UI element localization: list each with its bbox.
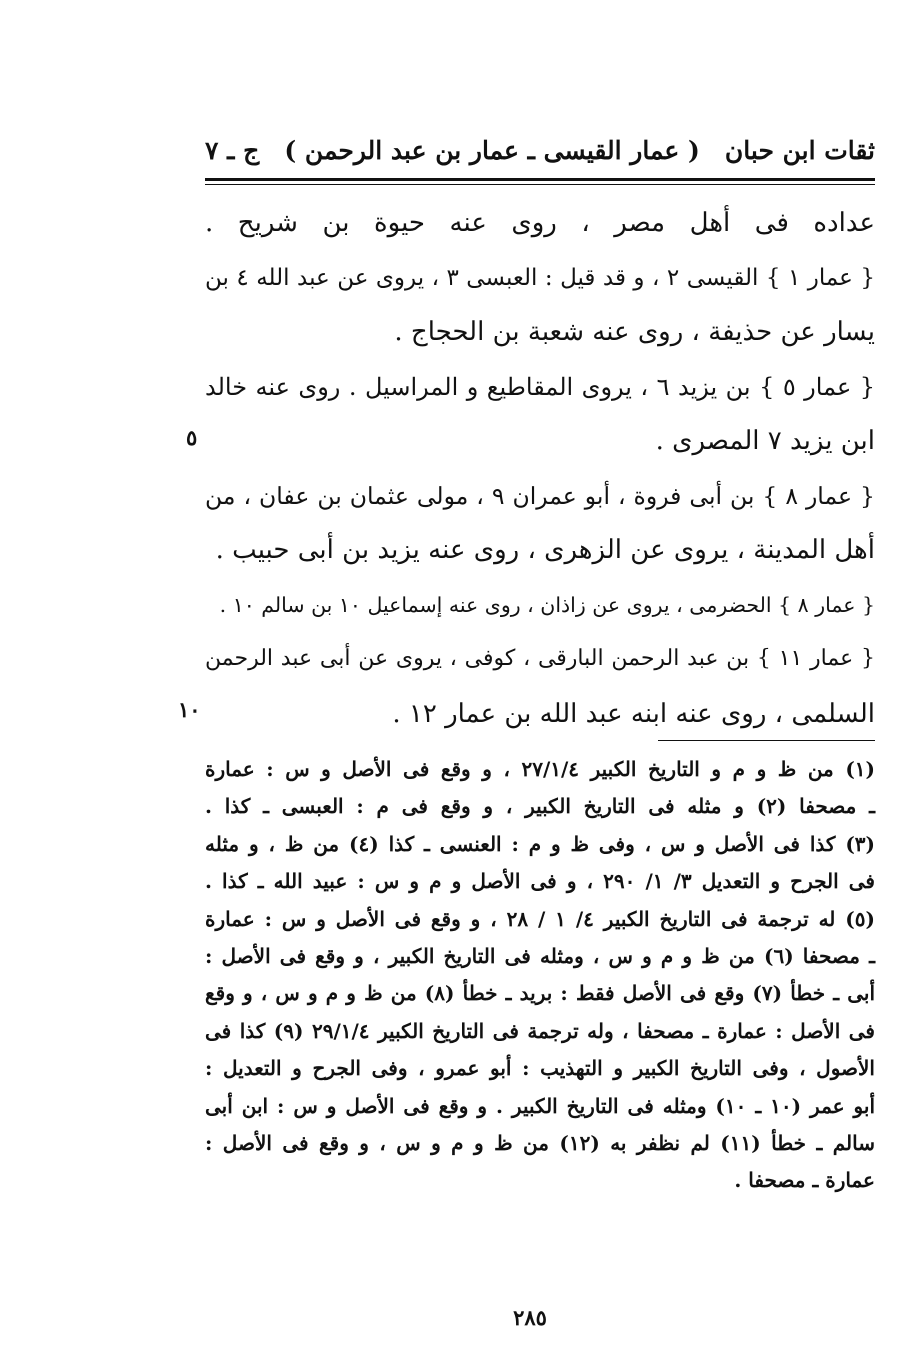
- footnotes: [205, 751, 875, 1200]
- page-number: ٢٨٥: [513, 1305, 547, 1330]
- footnote-line: فى الجرح و التعديل ٣/ ١/ ٢٩٠ ، و فى الأصل و م و س : عبيد الله ـ كذا .: [205, 869, 875, 894]
- footnote-line: (٥) له ترجمة فى التاريخ الكبير ٤/ ١ / ٢٨ ، و وقع فى الأصل و س : عمارة: [205, 906, 875, 931]
- running-header: [205, 130, 875, 170]
- text-line: { عمار ١ } القيسى ٢ ، و قد قيل : العبسى ٣ ، يروى عن عبد الله ٤ بن: [205, 264, 875, 291]
- footnote-line: سالم ـ خطأ (١١) لم نظفر به (١٢) من ظ و م و س ، و وقع فى الأصل :: [205, 1131, 875, 1156]
- footnote-line: ـ مصحفا (٢) و مثله فى التاريخ الكبير ، و وقع فى م : العبسى ـ كذا .: [205, 794, 875, 819]
- header-rule-thick: [205, 178, 875, 181]
- text-line: { عمار ٨ } الحضرمى ، يروى عن زاذان ، روى عنه إسماعيل ١٠ بن سالم ١٠ .: [219, 592, 875, 617]
- text-line: { عمار ٨ } بن أبى فروة ، أبو عمران ٩ ، مولى عثمان بن عفان ، من: [205, 481, 875, 510]
- footnote-line: الأصول ، وفى التاريخ الكبير و التهذيب : أبو عمرو ، وفى الجرح و التعديل :: [205, 1056, 875, 1081]
- text-line: أهل المدينة ، يروى عن الزهرى ، روى عنه يزيد بن أبى حبيب .: [215, 535, 875, 565]
- main-text: [205, 196, 875, 741]
- header-rule-thin: [205, 184, 875, 185]
- footnote-separator: [658, 740, 875, 741]
- book-title: ثقات ابن حبان: [724, 135, 875, 165]
- footnote-line: (١) من ظ و م و التاريخ الكبير ٢٧/١/٤ ، و وقع فى الأصل و س : عمارة: [205, 757, 875, 781]
- text-line: { عمار ٥ } بن يزيد ٦ ، يروى المقاطيع و المراسيل . روى عنه خالد: [205, 372, 876, 401]
- footnote-line: عمارة ـ مصحفا .: [734, 1168, 875, 1193]
- footnote-line: (٣) كذا فى الأصل و س ، وفى ظ و م : العنسى ـ كذا (٤) من ظ ، و مثله: [205, 831, 876, 856]
- text-line: عداده فى أهل مصر ، روى عنه حيوة بن شريح .: [205, 208, 875, 238]
- text-line: يسار عن حذيفة ، روى عنه شعبة بن الحجاج .: [394, 317, 875, 347]
- text-line: { عمار ١١ } بن عبد الرحمن البارقى ، كوفى ، يروى عن أبى عبد الرحمن: [205, 646, 875, 671]
- footnote-line: فى الأصل : عمارة ـ مصحفا ، وله ترجمة فى التاريخ الكبير ٢٩/١/٤ (٩) كذا فى: [205, 1018, 875, 1043]
- text-line: السلمى ، روى عنه ابنه عبد الله بن عمار ١٢ .: [392, 698, 875, 729]
- margin-line-number: ٥: [186, 425, 198, 450]
- volume-label: ج ـ ٧: [205, 135, 260, 165]
- text-line: ابن يزيد ٧ المصرى .: [655, 426, 875, 456]
- footnote-line: أبى ـ خطأ (٧) وقع فى الأصل فقط : بريد ـ خطأ (٨) من ظ و م و س ، و وقع: [205, 981, 875, 1006]
- footnote-line: أبو عمر (١٠ ـ ١٠) ومثله فى التاريخ الكبير . و وقع فى الأصل و س : ابن أبى: [205, 1093, 875, 1118]
- section-title: ( عمار القيسى ـ عمار بن عبد الرحمن ): [284, 135, 700, 165]
- margin-line-number: ١٠: [178, 697, 201, 722]
- footnote-line: ـ مصحفا (٦) من ظ و م و س ، ومثله فى التاريخ الكبير ، و وقع فى الأصل :: [205, 944, 875, 969]
